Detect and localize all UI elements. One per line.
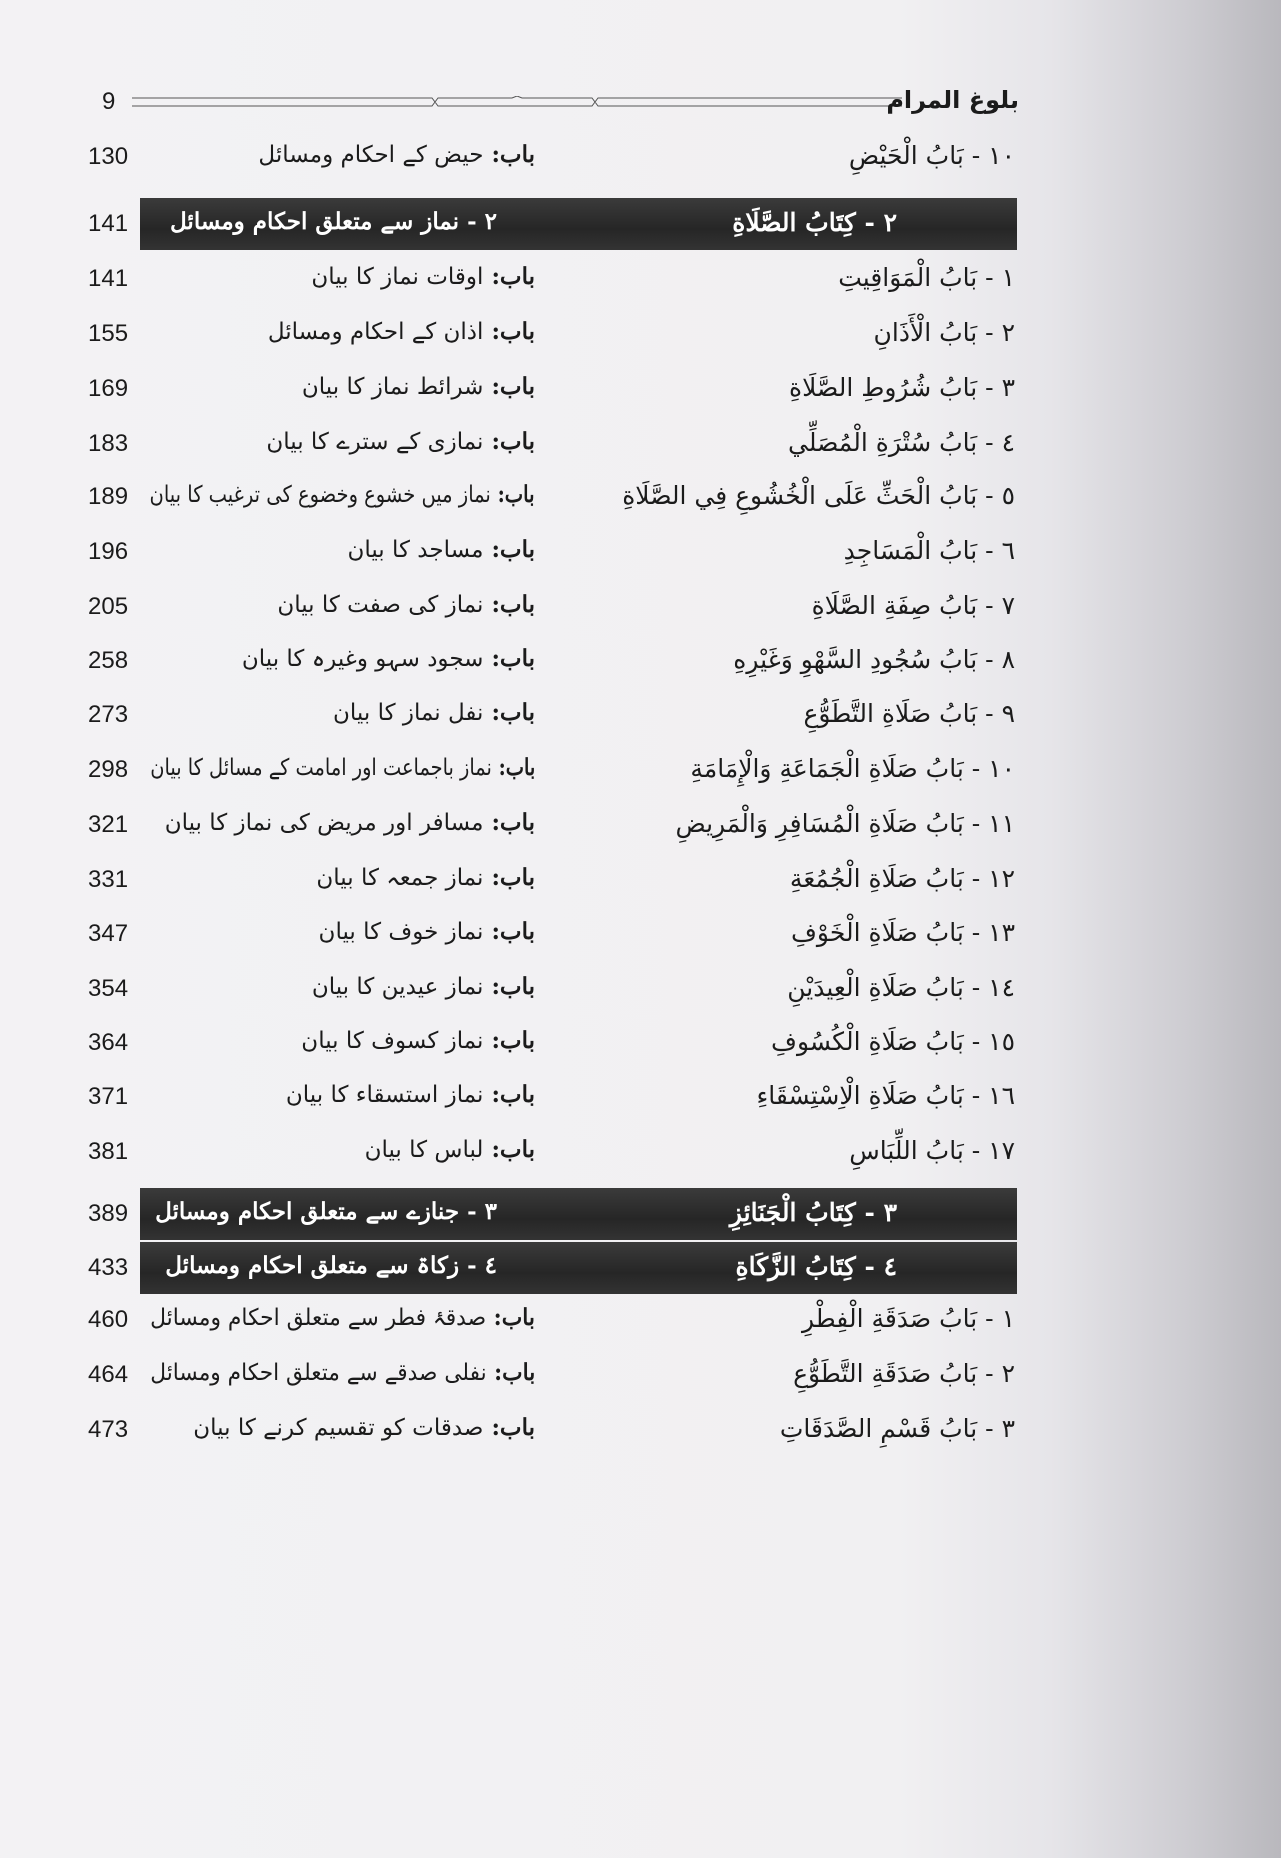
bab-prefix: باب:	[491, 141, 535, 168]
entry-title-arabic: ٤ - بَابُ سُتْرَةِ الْمُصَلِّي	[788, 428, 1015, 457]
section-title-arabic: ٣ - كِتَابُ الْجَنَائِزِ	[729, 1198, 897, 1227]
bab-prefix: باب:	[491, 373, 535, 400]
entry-title-urdu	[150, 754, 535, 781]
toc-entry-row[interactable]	[0, 585, 1281, 635]
toc-entry-row[interactable]	[0, 1021, 1281, 1071]
toc-entry-row[interactable]	[0, 858, 1281, 908]
entry-title-urdu	[302, 373, 535, 400]
entry-urdu-text: نماز عیدین کا بیان	[311, 974, 484, 1000]
toc-entry-row[interactable]	[0, 639, 1281, 689]
entry-title-urdu	[165, 809, 535, 836]
section-title-arabic: ٤ - كِتَابُ الزَّكَاةِ	[735, 1252, 897, 1281]
toc-entry-row[interactable]	[0, 367, 1281, 417]
entry-title-arabic: ١٦ - بَابُ صَلَاةِ الْاِسْتِسْقَاءِ	[756, 1081, 1015, 1110]
entry-title-arabic: ٨ - بَابُ سُجُودِ السَّهْوِ وَغَيْرِهِ	[733, 645, 1015, 674]
entry-urdu-text: نفلی صدقے سے متعلق احکام ومسائل	[150, 1360, 487, 1386]
decorative-rule	[132, 96, 902, 108]
bab-prefix: باب:	[491, 1136, 535, 1163]
page-ref: 258	[88, 647, 129, 674]
toc-entry-row[interactable]	[0, 135, 1281, 185]
entry-urdu-text: نماز استسقاء کا بیان	[285, 1082, 484, 1108]
entry-title-urdu	[150, 1359, 535, 1386]
entry-urdu-text: مسافر اور مریض کی نماز کا بیان	[164, 810, 484, 836]
entry-title-arabic: ١ - بَابُ صَدَقَةِ الْفِطْرِ	[802, 1304, 1015, 1333]
page-ref: 464	[88, 1361, 129, 1388]
entry-title-arabic: ١٥ - بَابُ صَلَاةِ الْكُسُوفِ	[771, 1027, 1015, 1056]
entry-urdu-text: صدقۂ فطر سے متعلق احکام ومسائل	[150, 1305, 487, 1331]
toc-entry-row[interactable]	[0, 803, 1281, 853]
entry-urdu-text: مساجد کا بیان	[347, 537, 484, 563]
page-ref: 331	[88, 866, 129, 893]
entry-urdu-text: نفل نماز کا بیان	[333, 700, 484, 726]
page-ref: 460	[88, 1306, 129, 1333]
toc-entry-row[interactable]	[0, 693, 1281, 743]
entry-urdu-text: نماز خوف کا بیان	[318, 919, 484, 945]
entry-title-arabic: ١٤ - بَابُ صَلَاةِ الْعِيدَيْنِ	[787, 973, 1015, 1002]
page-ref: 371	[88, 1083, 129, 1110]
entry-title-arabic: ١٠ - بَابُ صَلَاةِ الْجَمَاعَةِ وَالْإِمَامَةِ	[690, 754, 1015, 783]
entry-title-urdu	[266, 428, 535, 455]
page-ref: 473	[88, 1416, 129, 1443]
toc-section-row[interactable]	[0, 1188, 1281, 1238]
entry-title-urdu	[319, 918, 535, 945]
entry-urdu-text: صدقات کو تقسیم کرنے کا بیان	[193, 1415, 484, 1441]
bab-prefix: باب:	[491, 318, 535, 345]
page-ref: 205	[88, 593, 129, 620]
page-ref: 298	[88, 756, 129, 783]
entry-title-urdu	[150, 481, 535, 508]
toc-entry-row[interactable]	[0, 1298, 1281, 1348]
entry-urdu-text: نمازی کے سترے کا بیان	[266, 429, 484, 455]
entry-title-urdu	[193, 1414, 535, 1441]
entry-urdu-text: نماز کی صفت کا بیان	[277, 592, 484, 618]
entry-title-urdu	[242, 645, 535, 672]
bab-prefix: باب:	[491, 918, 535, 945]
entry-title-urdu	[311, 263, 535, 290]
entry-urdu-text: سجود سہو وغیرہ کا بیان	[241, 646, 484, 672]
page-ref: 155	[88, 320, 129, 347]
entry-urdu-text: نماز جمعہ کا بیان	[316, 865, 484, 891]
bab-prefix: باب:	[491, 536, 535, 563]
page-ref: 189	[88, 483, 129, 510]
bab-prefix: باب:	[498, 481, 535, 508]
entry-title-urdu	[333, 699, 535, 726]
entry-title-urdu	[316, 864, 535, 891]
page-ref: 433	[88, 1254, 129, 1281]
page-ref: 354	[88, 975, 129, 1002]
section-title-urdu: ٤ - زکاۃ سے متعلق احکام ومسائل	[165, 1252, 497, 1279]
toc-section-row[interactable]	[0, 1242, 1281, 1292]
bab-prefix: باب:	[498, 754, 535, 781]
toc-entry-row[interactable]	[0, 748, 1281, 798]
bab-prefix: باب:	[491, 428, 535, 455]
entry-title-urdu	[268, 318, 535, 345]
page-ref: 389	[88, 1200, 129, 1227]
entry-title-urdu	[258, 141, 535, 168]
bab-prefix: باب:	[491, 1414, 535, 1441]
entry-urdu-text: شرائط نماز کا بیان	[301, 374, 484, 400]
section-title-urdu: ٢ - نماز سے متعلق احکام ومسائل	[170, 208, 497, 235]
entry-title-urdu	[277, 591, 535, 618]
entry-title-arabic: ٢ - بَابُ الْأَذَانِ	[873, 318, 1015, 347]
entry-title-arabic: ٣ - بَابُ قَسْمِ الصَّدَقَاتِ	[779, 1414, 1015, 1443]
section-band	[140, 1242, 1017, 1294]
page-ref: 381	[88, 1138, 129, 1165]
bab-prefix: باب:	[491, 699, 535, 726]
bab-prefix: باب:	[491, 263, 535, 290]
toc-entry-row[interactable]	[0, 967, 1281, 1017]
bab-prefix: باب:	[493, 1359, 535, 1386]
book-title: بلوغ المرام	[886, 86, 1019, 114]
bab-prefix: باب:	[493, 1304, 535, 1331]
page-ref: 347	[88, 920, 129, 947]
entry-title-urdu	[301, 1027, 535, 1054]
page-ref: 321	[88, 811, 129, 838]
entry-title-arabic: ٥ - بَابُ الْحَثِّ عَلَى الْخُشُوعِ فِي الصَّلَاةِ	[622, 481, 1015, 510]
toc-entry-row[interactable]	[0, 1408, 1281, 1458]
toc-entry-row[interactable]	[0, 422, 1281, 472]
entry-urdu-text: اذان کے احکام ومسائل	[267, 319, 484, 345]
entry-title-arabic: ١٧ - بَابُ اللِّبَاسِ	[849, 1136, 1015, 1165]
entry-urdu-text: اوقات نماز کا بیان	[311, 264, 484, 290]
entry-urdu-text: نماز کسوف کا بیان	[301, 1028, 484, 1054]
entry-title-arabic: ١٠ - بَابُ الْحَيْضِ	[848, 141, 1015, 170]
bab-prefix: باب:	[491, 973, 535, 1000]
entry-urdu-text: نماز میں خشوع وخضوع کی ترغیب کا بیان	[150, 482, 492, 508]
page-ref: 130	[88, 143, 129, 170]
entry-title-urdu	[312, 973, 535, 1000]
page-ref: 169	[88, 375, 129, 402]
bab-prefix: باب:	[491, 591, 535, 618]
section-band	[140, 198, 1017, 250]
entry-urdu-text: حیض کے احکام ومسائل	[258, 142, 484, 168]
entry-title-arabic: ٣ - بَابُ شُرُوطِ الصَّلَاةِ	[789, 373, 1015, 402]
entry-urdu-text: نماز باجماعت اور امامت کے مسائل کا بیان	[149, 755, 492, 781]
toc-entry-row[interactable]	[0, 1130, 1281, 1180]
toc-entry-row[interactable]	[0, 530, 1281, 580]
page-ref: 141	[88, 210, 129, 237]
entry-title-arabic: ١٣ - بَابُ صَلَاةِ الْخَوْفِ	[791, 918, 1015, 947]
entry-title-arabic: ٧ - بَابُ صِفَةِ الصَّلَاةِ	[811, 591, 1015, 620]
page-ref: 183	[88, 430, 129, 457]
entry-title-urdu	[150, 1304, 535, 1331]
toc-section-row[interactable]	[0, 198, 1281, 248]
toc-entry-row[interactable]	[0, 912, 1281, 962]
section-title-urdu: ٣ - جنازے سے متعلق احکام ومسائل	[155, 1198, 497, 1225]
entry-title-arabic: ٦ - بَابُ الْمَسَاجِدِ	[843, 536, 1015, 565]
entry-title-arabic: ١١ - بَابُ صَلَاةِ الْمُسَافِرِ وَالْمَرِيضِ	[675, 809, 1015, 838]
page-number: 9	[102, 88, 116, 115]
bab-prefix: باب:	[491, 645, 535, 672]
bab-prefix: باب:	[491, 1027, 535, 1054]
toc-entry-row[interactable]	[0, 1353, 1281, 1403]
page-ref: 141	[88, 265, 129, 292]
bab-prefix: باب:	[491, 864, 535, 891]
toc-entry-row[interactable]	[0, 475, 1281, 525]
page-ref: 273	[88, 701, 129, 728]
bab-prefix: باب:	[491, 1081, 535, 1108]
entry-urdu-text: لباس کا بیان	[364, 1137, 484, 1163]
entry-title-arabic: ٢ - بَابُ صَدَقَةِ التَّطَوُّعِ	[793, 1359, 1015, 1388]
section-band	[140, 1188, 1017, 1240]
page-ref: 364	[88, 1029, 129, 1056]
section-title-arabic: ٢ - كِتَابُ الصَّلَاةِ	[732, 208, 897, 237]
entry-title-urdu	[286, 1081, 535, 1108]
entry-title-urdu	[347, 536, 535, 563]
entry-title-urdu	[365, 1136, 535, 1163]
bab-prefix: باب:	[491, 809, 535, 836]
toc-entry-row[interactable]	[0, 257, 1281, 307]
entry-title-arabic: ١ - بَابُ الْمَوَاقِيتِ	[838, 263, 1015, 292]
entry-title-arabic: ١٢ - بَابُ صَلَاةِ الْجُمُعَةِ	[789, 864, 1015, 893]
toc-entry-row[interactable]	[0, 1075, 1281, 1125]
toc-entry-row[interactable]	[0, 312, 1281, 362]
page-ref: 196	[88, 538, 129, 565]
entry-title-arabic: ٩ - بَابُ صَلَاةِ التَّطَوُّعِ	[803, 699, 1015, 728]
